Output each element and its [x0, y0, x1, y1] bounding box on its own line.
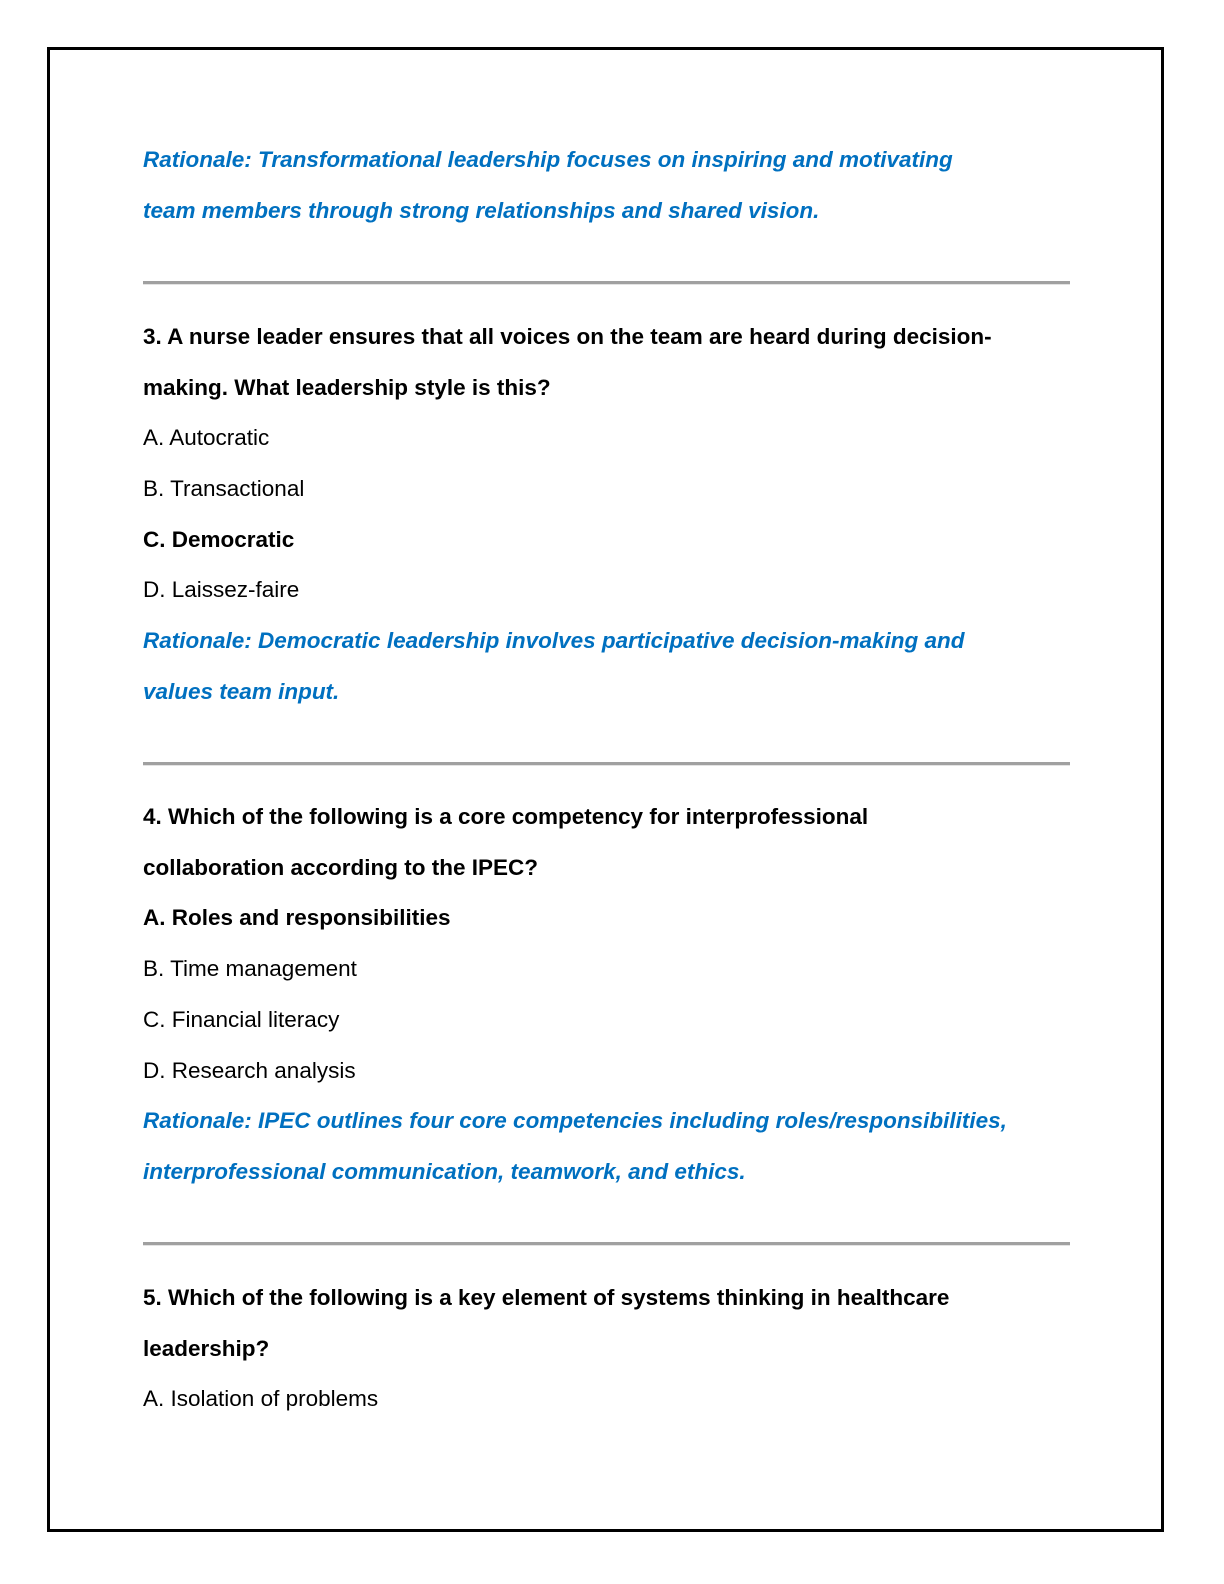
question-text: 5. Which of the following is a key element of systems thinking in healthcare [143, 1285, 950, 1310]
answer-option: D. Research analysis [143, 1058, 356, 1083]
rationale-text: interprofessional communication, teamwork, and ethics. [143, 1159, 746, 1184]
answer-option: D. Laissez-faire [143, 577, 300, 602]
answer-option: B. Transactional [143, 476, 305, 501]
answer-option: C. Financial literacy [143, 1007, 340, 1032]
answer-option: B. Time management [143, 956, 357, 981]
section-divider [143, 281, 1070, 285]
question-text: collaboration according to the IPEC? [143, 855, 539, 880]
section-divider [143, 762, 1070, 766]
answer-option-correct: C. Democratic [143, 527, 295, 552]
question-text: making. What leadership style is this? [143, 375, 551, 400]
rationale-text: Rationale: Democratic leadership involves participative decision-making and [143, 628, 965, 653]
answer-option: A. Isolation of problems [143, 1386, 379, 1411]
rationale-text: values team input. [143, 679, 340, 704]
rationale-text: team members through strong relationships and shared vision. [143, 198, 820, 223]
question-text: 3. A nurse leader ensures that all voices on the team are heard during decision- [143, 324, 992, 349]
answer-option-correct: A. Roles and responsibilities [143, 905, 451, 930]
rationale-text: Rationale: Transformational leadership focuses on inspiring and motivating [143, 147, 953, 172]
answer-option: A. Autocratic [143, 425, 270, 450]
section-divider [143, 1242, 1070, 1246]
rationale-text: Rationale: IPEC outlines four core competencies including roles/responsibilities, [143, 1108, 1007, 1133]
question-text: 4. Which of the following is a core competency for interprofessional [143, 804, 869, 829]
question-text: leadership? [143, 1336, 270, 1361]
